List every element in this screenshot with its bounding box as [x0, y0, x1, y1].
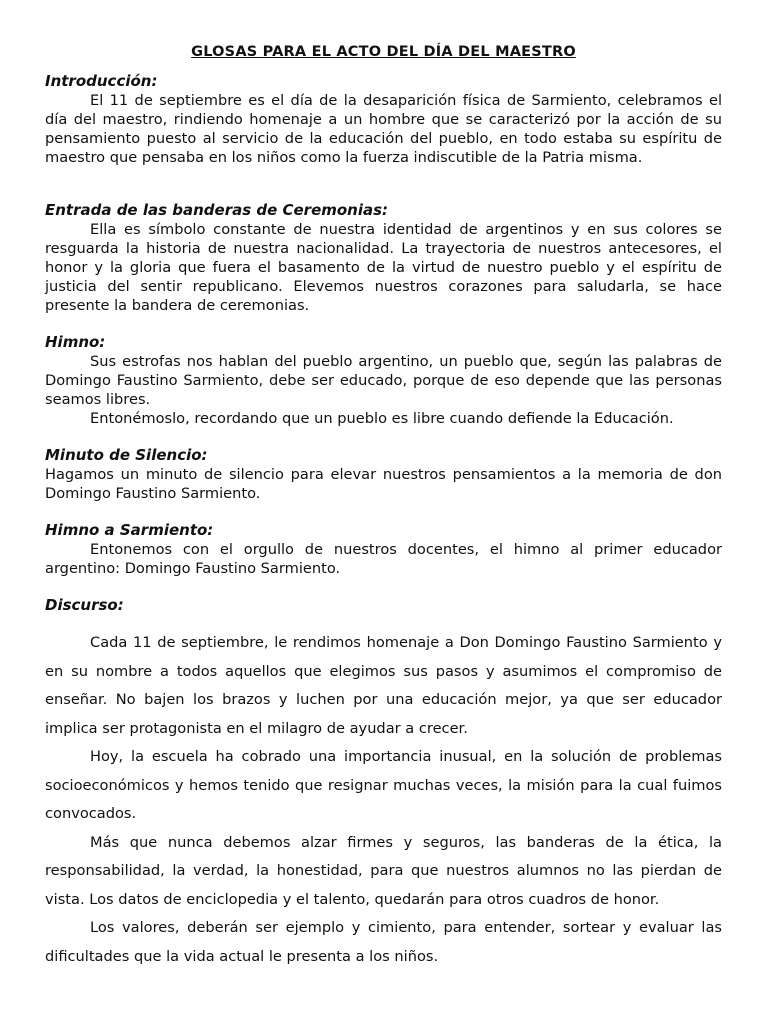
section-paragraph: Sus estrofas nos hablan del pueblo argentino, un pueblo que, según las palabras de Domingo Faustino Sarmiento, debe ser educado, porque de eso depende que las personas seamos libres.	[45, 353, 722, 408]
speech-paragraph: Hoy, la escuela ha cobrado una importancia inusual, en la solución de problemas socioeconómicos y hemos tenido que resignar muchas veces, la misión para la cual fuimos convocados.	[45, 748, 722, 822]
document-page	[45, 44, 722, 971]
section-heading: Himno:	[45, 333, 106, 351]
section-heading: Entrada de las banderas de Ceremonias:	[45, 201, 389, 219]
speech-paragraph: Cada 11 de septiembre, le rendimos homenaje a Don Domingo Faustino Sarmiento y en su nombre a todos aquellos que elegimos sus pasos y asumimos el compromiso de enseñar. No bajen los brazos y luchen por una educación mejor, ya que ser educador implica ser protagonista en el milagro de ayudar a crecer.	[45, 634, 722, 737]
section-heading: Discurso:	[45, 596, 124, 614]
section-minuto-silencio	[45, 446, 722, 503]
section-banderas	[45, 201, 722, 315]
section-himno	[45, 333, 722, 428]
document-title: GLOSAS PARA EL ACTO DEL DÍA DEL MAESTRO	[191, 44, 576, 60]
section-heading: Introducción:	[45, 72, 158, 90]
section-paragraph: Entonémoslo, recordando que un pueblo es libre cuando defiende la Educación.	[90, 410, 674, 427]
section-paragraph: El 11 de septiembre es el día de la desaparición física de Sarmiento, celebramos el día del maestro, rindiendo homenaje a un hombre que se caracterizó por la acción de su pensamiento puesto al servicio de la educación del pueblo, en todo estaba su espíritu de maestro que pensaba en los niños como la fuerza indiscutible de la Patria misma.	[45, 92, 722, 166]
section-introduccion	[45, 72, 722, 167]
speech-paragraph: Los valores, deberán ser ejemplo y cimiento, para entender, sortear y evaluar las dificultades que la vida actual le presenta a los niños.	[45, 919, 722, 965]
section-paragraph: Entonemos con el orgullo de nuestros docentes, el himno al primer educador argentino: Domingo Faustino Sarmiento.	[45, 541, 722, 577]
section-heading: Himno a Sarmiento:	[45, 521, 214, 539]
section-paragraph: Hagamos un minuto de silencio para elevar nuestros pensamientos a la memoria de don Domingo Faustino Sarmiento.	[45, 466, 722, 502]
section-heading: Minuto de Silencio:	[45, 446, 208, 464]
section-discurso	[45, 596, 722, 971]
speech-paragraph: Más que nunca debemos alzar firmes y seguros, las banderas de la ética, la responsabilidad, la verdad, la honestidad, para que nuestros alumnos no las pierdan de vista. Los datos de enciclopedia y el talento, quedarán para otros cuadros de honor.	[45, 833, 722, 908]
section-himno-sarmiento	[45, 521, 722, 578]
section-paragraph: Ella es símbolo constante de nuestra identidad de argentinos y en sus colores se resguarda la historia de nuestra nacionalidad. La trayectoria de nuestros antecesores, el honor y la gloria que fuera el basamento de la virtud de nuestro pueblo y el espíritu de justicia del sentir republicano. Elevemos nuestros corazones para saludarla, se hace presente la bandera de ceremonias.	[45, 221, 722, 314]
